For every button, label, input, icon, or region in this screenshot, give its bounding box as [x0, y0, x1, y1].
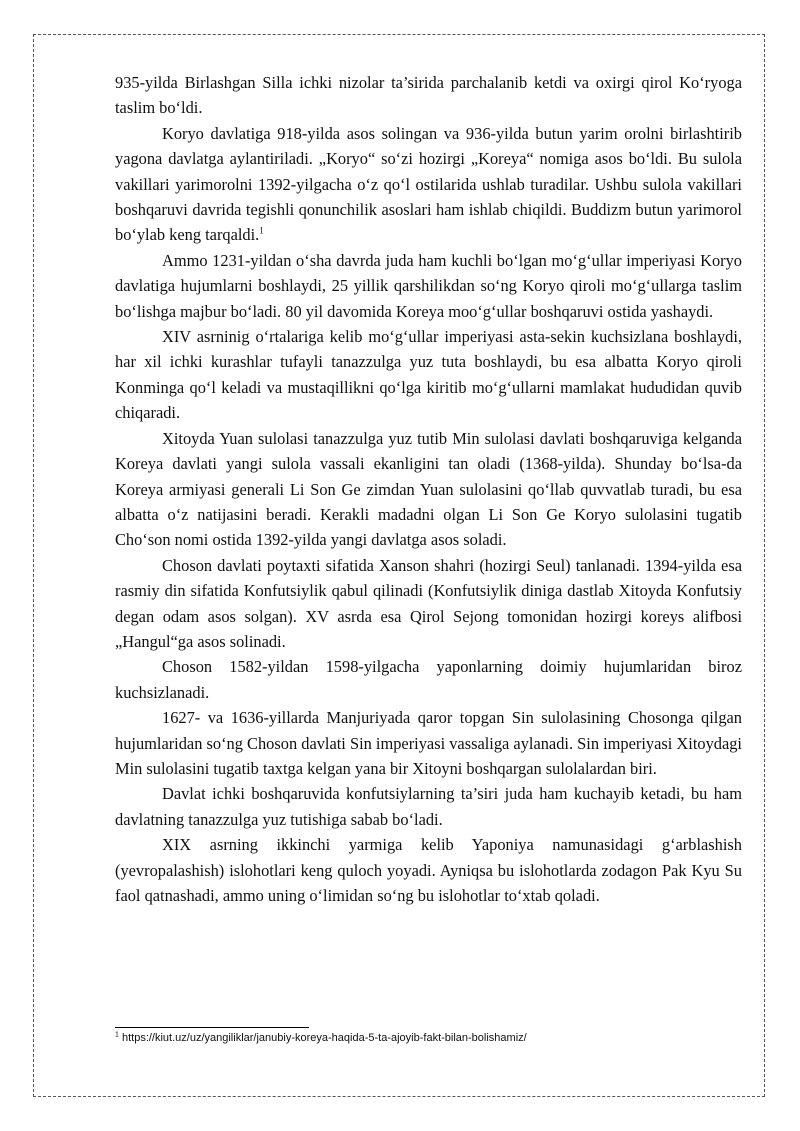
paragraph: 935-yilda Birlashgan Silla ichki nizolar ta’sirida parchalanib ketdi va oxirgi qirol Ko‘ryoga taslim bo‘ldi. — [115, 73, 742, 118]
paragraph: Choson davlati poytaxti sifatida Xanson shahri (hozirgi Seul) tanlanadi. 1394-yilda esa rasmiy din sifatida Konfutsiylik qabul qilinadi (Konfutsiylik diniga dastlab Xitoyda Konfutsiy degan odam asos solgan). XV asrda esa Qirol Sejong tomonidan hozirgi koreys alifbosi „Hangul“ga asos solinadi. — [115, 555, 742, 651]
footnote — [115, 1030, 742, 1046]
footnote-link[interactable]: https://kiut.uz/uz/yangiliklar/janubiy-koreya-haqida-5-ta-ajoyib-fakt-bilan-bolishamiz/ — [121, 1032, 527, 1044]
paragraph-text: Koryo davlatiga 918-yilda asos solingan va 936-yilda butun yarim orolni birlashtirib yagona davlatga aylantiriladi. „Koryo“ so‘zi hozirgi „Koreya“ nomiga asos bo‘ldi. Bu sulola vakillari yarimorolni 1392-yilgacha o‘z qo‘l ostilarida ushlab turadilar. Ushbu sulola vakillari boshqaruvi davrida tegishli qonunchilik asoslari ham ishlab chiqildi. Buddizm butun yarimorol bo‘ylab keng tarqaldi. — [115, 123, 742, 245]
paragraph: XIV asrninig o‘rtalariga kelib mo‘g‘ullar imperiyasi asta-sekin kuchsizlana boshlaydi, har xil ichki kurashlar tufayli tanazzulga yuz tuta boshlaydi, bu esa albatta Koryo qiroli Konminga qo‘l keladi va mustaqillikni qo‘lga kiritib mo‘g‘ullarni mamlakat hududidan quvib chiqaradi. — [115, 327, 742, 423]
footnote-marker: 1 — [115, 1031, 119, 1039]
paragraph: 1627- va 1636-yillarda Manjuriyada qaror topgan Sin sulolasining Chosonga qilgan hujumlaridan so‘ng Choson davlati Sin imperiyasi vassaliga aylanadi. Sin imperiyasi Xitoydagi Min sulolasini tugatib taxtga kelgan yana bir Xitoyni boshqargan sulolalardan biri. — [115, 708, 742, 778]
footnote-separator — [115, 1027, 309, 1028]
document-body — [115, 70, 742, 908]
paragraph: Xitoyda Yuan sulolasi tanazzulga yuz tutib Min sulolasi davlati boshqaruviga kelganda Koreya davlati yangi sulola vassali ekanligini tan oladi (1368-yilda). Shunday bo‘lsa-da Koreya armiyasi generali Li Son Ge zimdan Yuan sulolasini qo‘llab quvvatlab turadi, bu esa albatta o‘z natijasini beradi. Kerakli madadni olgan Li Son Ge Koryo sulolasini tugatib Cho‘son nomi ostida 1392-yilda yangi davlatga asos soladi. — [115, 428, 742, 550]
paragraph — [115, 121, 742, 248]
paragraph: XIX asrning ikkinchi yarmiga kelib Yaponiya namunasidagi g‘arblashish (yevropalashish) islohotlari keng quloch yoyadi. Ayniqsa bu islohotlarda zodagon Pak Kyu Su faol qatnashadi, ammo uning o‘limidan so‘ng bu islohotlar to‘xtab qoladi. — [115, 835, 742, 905]
paragraph: Choson 1582-yildan 1598-yilgacha yaponlarning doimiy hujumlaridan biroz kuchsizlanadi. — [115, 657, 742, 702]
paragraph: Ammo 1231-yildan o‘sha davrda juda ham kuchli bo‘lgan mo‘g‘ullar imperiyasi Koryo davlatiga hujumlarni boshlaydi, 25 yillik qarshilikdan so‘ng Koryo qiroli mo‘g‘ullarga taslim bo‘lishga majbur bo‘ladi. 80 yil davomida Koreya moo‘g‘ullar boshqaruvi ostida yashaydi. — [115, 250, 742, 321]
footnote-reference[interactable]: 1 — [259, 225, 264, 236]
paragraph: Davlat ichki boshqaruvida konfutsiylarning ta’siri juda ham kuchayib ketadi, bu ham davlatning tanazzulga yuz tutishiga sabab bo‘ladi. — [115, 784, 742, 829]
